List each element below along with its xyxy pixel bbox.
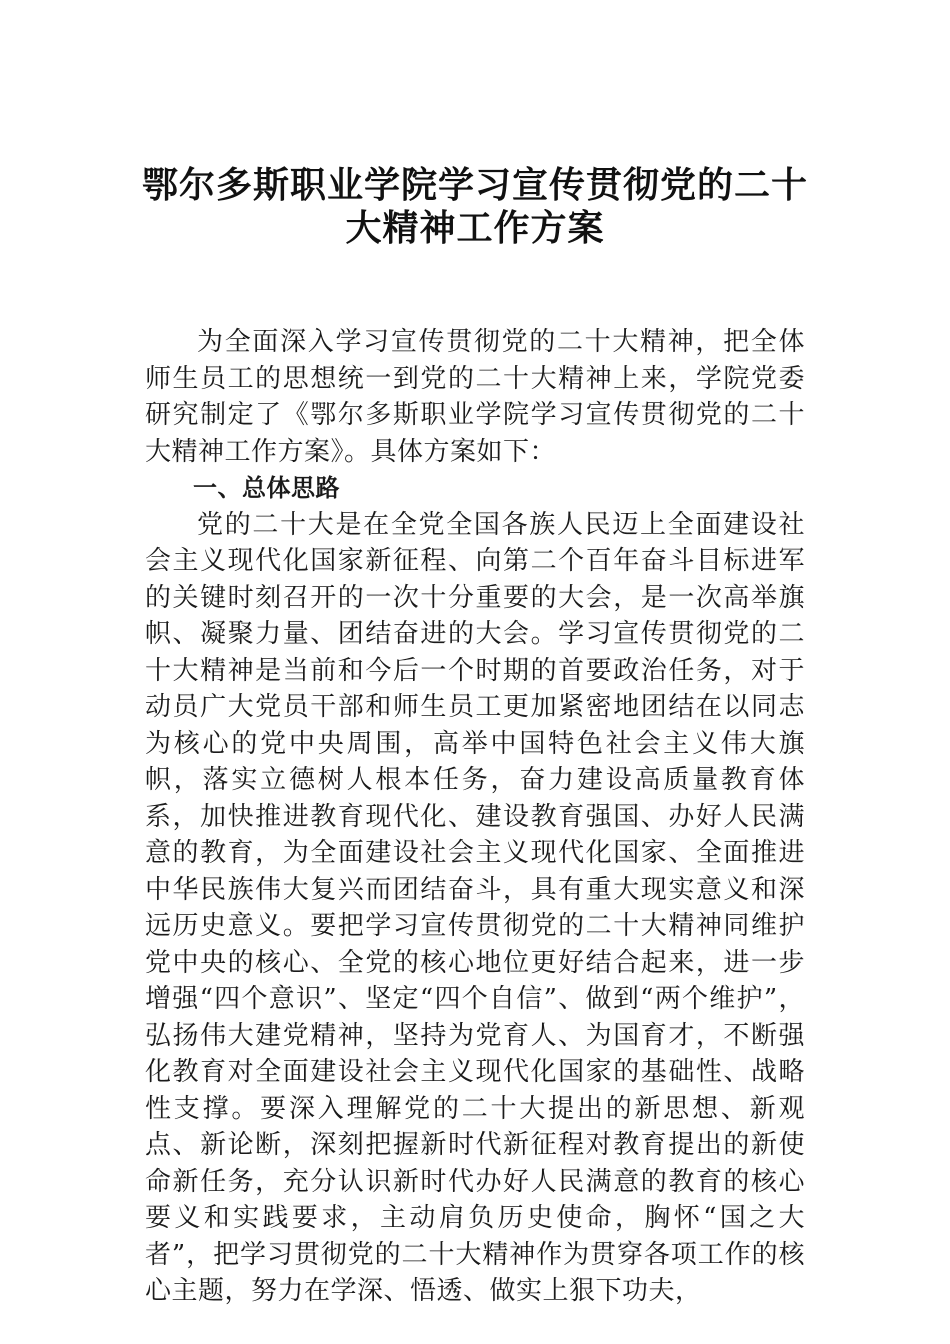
document-title-line-2: 大精神工作方案 [345,207,605,249]
section-paragraph: 党的二十大是在全党全国各族人民迈上全面建设社会主义现代化国家新征程、向第二个百年奋斗目标进军的关键时刻召开的一次十分重要的大会，是一次高举旗帜、凝聚力量、团结奋进的大会。学习宣传贯彻党的二十大精神是当前和今后一个时期的首要政治任务，对于动员广大党员干部和师生员工更加紧密地团结在以同志为核心的党中央周围，高举中国特色社会主义伟大旗帜，落实立德树人根本任务，奋力建设高质量教育体系，加快推进教育现代化、建设教育强国、办好人民满意的教育，为全面建设社会主义现代化国家、全面推进中华民族伟大复兴而团结奋斗，具有重大现实意义和深远历史意义。要把学习宣传贯彻党的二十大精神同维护党中央的核心、全党的核心地位更好结合起来，进一步增强“四个意识”、坚定“四个自信”、做到“两个维护”，弘扬伟大建党精神，坚持为党育人、为国育才，不断强化教育对全面建设社会主义现代化国家的基础性、战略性支撑。要深入理解党的二十大提出的新思想、新观点、新论断，深刻把握新时代新征程对教育提出的新使命新任务，充分认识新时代办好人民满意的教育的核心要义和实践要求，主动肩负历史使命，胸怀“国之大者”，把学习贯彻党的二十大精神作为贯穿各项工作的核心主题，努力在学深、悟透、做实上狠下功夫， [145,509,805,1306]
document-body [145,324,805,1310]
section-heading-overall-approach: 一、总体思路 [193,474,340,502]
intro-paragraph: 为全面深入学习宣传贯彻党的二十大精神，把全体师生员工的思想统一到党的二十大精神上来，学院党委研究制定了《鄂尔多斯职业学院学习宣传贯彻党的二十大精神工作方案》。具体方案如下： [145,327,805,467]
document-title-line-1: 鄂尔多斯职业学院学习宣传贯彻党的二十 [141,164,808,206]
